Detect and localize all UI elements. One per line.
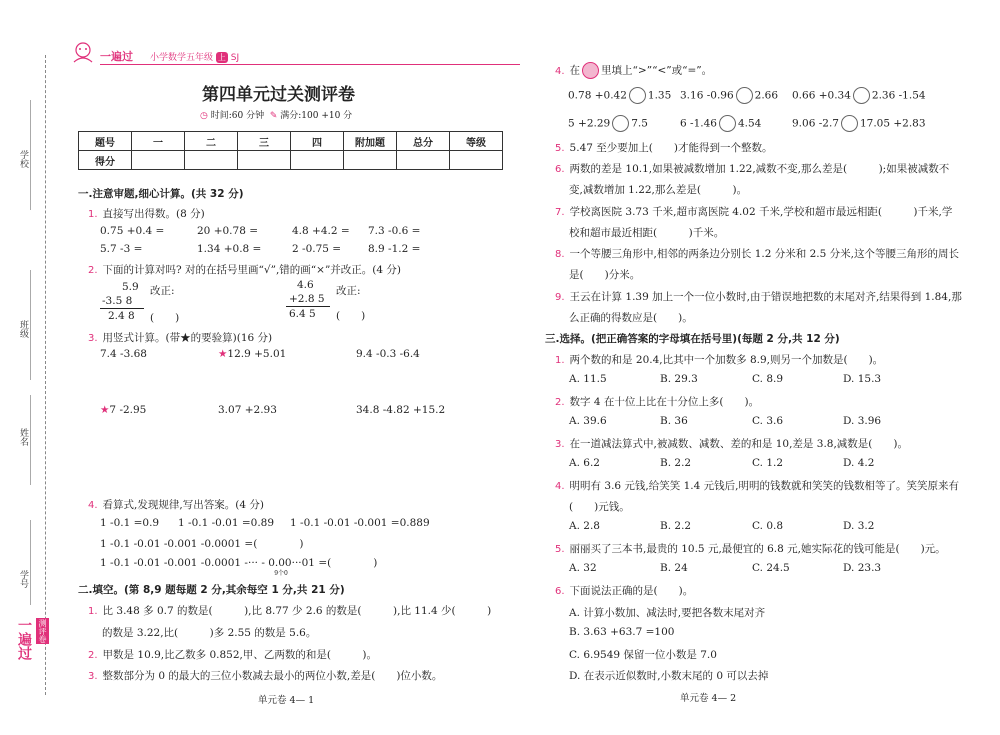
brand-logo (100, 48, 133, 64)
compare-row-1 (568, 87, 671, 104)
compare-row-2c (792, 115, 926, 132)
compare-blank[interactable] (736, 87, 753, 104)
score-cell: 等级 (450, 132, 503, 151)
choice-option[interactable]: D. 15.3 (843, 373, 882, 385)
q1-item: 7.3 -0.6 = (368, 225, 421, 237)
class-blank-line (30, 270, 31, 380)
compare-right: 2.66 (754, 89, 779, 102)
fill-9-line2: 么正确的得数应是( )。 (569, 312, 693, 324)
score-input-cell[interactable] (185, 151, 238, 170)
q2a-line2: -3.5 8 (102, 295, 133, 307)
choice-option[interactable]: B. 2.2 (660, 457, 692, 469)
fill-6-line2: 变,减数增加 1.22,那么差是( )。 (569, 184, 748, 196)
q1-item: 8.9 -1.2 = (368, 243, 421, 255)
q1-item: 4.8 +4.2 = (292, 225, 350, 237)
fill-7-line2: 校和超市最近相距( )千米。 (569, 227, 725, 239)
choice-4-text: 明明有 3.6 元钱,给笑笑 1.4 元钱后,明明的钱数就和笑笑的钱数相等了。笑笑原来有 (569, 480, 959, 492)
choice-3 (555, 436, 908, 451)
star-icon: ★ (100, 404, 110, 416)
choice-option[interactable]: D. 在表示近似数时,小数末尾的 0 可以去掉 (569, 670, 769, 682)
score-table-header-row (79, 132, 503, 151)
q1-item: 20 +0.78 = (197, 225, 259, 237)
score-cell: 总分 (397, 132, 450, 151)
choice-2-text: 数字 4 在十位上比在十分位上多( )。 (569, 396, 760, 408)
fill-7-text: 学校离医院 3.73 千米,超市离医院 4.02 千米,学校和超市最远相距( )千米,学 (569, 206, 953, 218)
fill-3-text: 整数部分为 0 的最大的三位小数减去最小的两位小数,差是( )位小数。 (102, 670, 443, 682)
q4-last-answer: =( ) (318, 557, 378, 569)
star-icon: ★ (218, 348, 228, 360)
compare-left: 5 +2.29 (568, 117, 611, 130)
q4-last-left: 1 -0.1 -0.01 -0.001 -0.0001 -··· - (100, 557, 265, 569)
choice-option[interactable]: B. 2.2 (660, 520, 692, 532)
binding-line (45, 55, 46, 695)
fill-6-line1 (555, 161, 949, 176)
fill-8-number: 8. (555, 249, 565, 260)
choice-6-number: 6. (555, 586, 565, 597)
compare-right: 17.05 +2.83 (859, 117, 926, 130)
choice-option[interactable]: A. 6.2 (569, 457, 600, 469)
fill-4-text-b: 里填上“>”“<”或“=”。 (601, 64, 713, 77)
q3-expr-starred (100, 404, 146, 416)
id-blank-line (30, 520, 31, 605)
q4-pattern: 1 -0.1 -0.01 -0.001 =0.889 (290, 517, 430, 529)
q2a-answer[interactable]: ( ) (150, 312, 180, 324)
compare-right: 4.54 (737, 117, 762, 130)
name-label: 姓名 (18, 428, 28, 446)
fill-9-text: 王云在计算 1.39 加上一个一位小数时,由于错误地把数的末尾对齐,结果得到 1.84,那 (569, 291, 962, 303)
q2-number: 2. (88, 265, 98, 276)
series-label (150, 50, 239, 63)
choice-1-number: 1. (555, 355, 565, 366)
choice-option[interactable]: C. 3.6 (752, 415, 784, 427)
score-cell: 附加题 (344, 132, 397, 151)
q4-heading (88, 497, 264, 512)
choice-2 (555, 394, 759, 409)
q1-text: 直接写出得数。(8 分) (102, 208, 205, 220)
choice-6-text: 下面说法正确的是( )。 (569, 585, 694, 597)
q1-item: 1.34 +0.8 = (197, 243, 262, 255)
q2a-line1: 5.9 (122, 281, 139, 293)
page-title: 第四单元过关测评卷 (202, 85, 355, 105)
choice-1-text: 两个数的和是 20.4,比其中一个加数多 8.9,则另一个加数是( )。 (569, 354, 884, 366)
compare-circle-icon (582, 62, 599, 79)
choice-5-text: 丽丽买了三本书,最贵的 10.5 元,最便宜的 6.8 元,她实际花的钱可能是( )元。 (569, 543, 946, 555)
q1-item: 0.75 +0.4 = (100, 225, 165, 237)
q4-text: 看算式,发现规律,写出答案。(4 分) (102, 499, 264, 511)
fill-2 (88, 647, 377, 662)
choice-option[interactable]: A. 32 (569, 562, 597, 574)
fill-2-text: 甲数是 10.9,比乙数多 0.852,甲、乙两数的和是( )。 (102, 649, 378, 661)
compare-left: 3.16 -0.96 (680, 89, 734, 102)
compare-right: 2.36 -1.54 (871, 89, 926, 102)
choice-option[interactable]: B. 24 (660, 562, 688, 574)
score-icon: ✎ (269, 111, 278, 121)
q3-expr: 12.9 +5.01 (227, 348, 287, 360)
q4-pattern: 1 -0.1 =0.9 (100, 517, 160, 529)
fill-5 (555, 140, 772, 155)
compare-blank[interactable] (841, 115, 858, 132)
q3-expr: 3.07 +2.93 (218, 404, 277, 416)
compare-blank[interactable] (719, 115, 736, 132)
fill-9-number: 9. (555, 292, 565, 303)
choice-option[interactable]: B. 29.3 (660, 373, 698, 385)
score-input-cell[interactable] (238, 151, 291, 170)
student-id-label: 学号 (18, 570, 28, 588)
exam-full-score: 满分:100 +10 分 (280, 111, 353, 121)
q2b-answer[interactable]: ( ) (336, 310, 366, 322)
score-row-label: 得分 (79, 151, 132, 170)
choice-4-number: 4. (555, 481, 565, 492)
choice-option[interactable]: B. 3.63 +63.7 =100 (569, 626, 675, 638)
term-badge: 上 (217, 53, 226, 62)
mascot-icon (70, 40, 96, 64)
fill-6-text: 两数的差是 10.1,如果被减数增加 1.22,减数不变,那么差是( );如果被减数不 (569, 163, 950, 175)
compare-row-1b (680, 87, 778, 104)
choice-option[interactable]: A. 39.6 (569, 415, 607, 427)
exam-meta (200, 108, 352, 121)
compare-blank[interactable] (853, 87, 870, 104)
fill-3-number: 3. (88, 671, 98, 682)
compare-left: 6 -1.46 (680, 117, 717, 130)
section-1-title: 一.注意审题,细心计算。(共 32 分) (78, 188, 244, 200)
choice-option[interactable]: C. 1.2 (752, 457, 784, 469)
fill-4-heading (555, 62, 712, 79)
q3-expr: 34.8 -4.82 +15.2 (356, 404, 446, 416)
choice-5-number: 5. (555, 544, 565, 555)
fill-5-text: 5.47 至少要加上( )才能得到一个整数。 (569, 142, 773, 154)
score-input-cell[interactable] (132, 151, 185, 170)
fill-7-line1 (555, 204, 952, 219)
compare-left: 0.66 +0.34 (792, 89, 851, 102)
q2-text: 下面的计算对吗? 对的在括号里画“√”,错的画“×”并改正。(4 分) (102, 264, 402, 276)
q4-last-value: 0.00···01 (268, 557, 315, 569)
class-label: 班级 (18, 320, 28, 338)
q2b-line1: 4.6 (297, 279, 314, 291)
brand-name: 一遍过 (100, 50, 133, 63)
choice-option[interactable]: C. 24.5 (752, 562, 790, 574)
score-cell: 三 (238, 132, 291, 151)
compare-row-2b (680, 115, 761, 132)
fill-8-line1 (555, 246, 959, 261)
left-page-footer: 单元卷 4— 1 (258, 695, 315, 706)
q3-expr: 7 -2.95 (109, 404, 147, 416)
fill-1-number: 1. (88, 606, 98, 617)
q2b-fix-label: 改正: (336, 285, 361, 297)
q2a-line3: 2.4 8 (108, 310, 135, 322)
q4-last-term (268, 557, 315, 577)
q1-item: 2 -0.75 = (292, 243, 342, 255)
header-rule (100, 64, 520, 65)
compare-blank[interactable] (629, 87, 646, 104)
q1-heading (88, 206, 205, 221)
fill-9-line1 (555, 289, 962, 304)
score-cell: 题号 (79, 132, 132, 151)
choice-option[interactable]: C. 6.9549 保留一位小数是 7.0 (569, 649, 717, 661)
q2a-rule (100, 308, 144, 309)
fill-3 (88, 668, 442, 683)
section-2-title: 二.填空。(第 8,9 题每题 2 分,其余每空 1 分,共 21 分) (78, 584, 345, 596)
fill-7-number: 7. (555, 207, 565, 218)
q3-expr: 9.4 -0.3 -6.4 (356, 348, 420, 360)
choice-4-line2: ( )元钱。 (569, 501, 630, 513)
fill-6-number: 6. (555, 164, 565, 175)
q4-pattern: 1 -0.1 -0.01 -0.001 -0.0001 =( ) (100, 538, 304, 550)
score-input-cell[interactable] (291, 151, 344, 170)
q1-item: 5.7 -3 = (100, 243, 143, 255)
compare-left: 9.06 -2.7 (792, 117, 839, 130)
choice-option[interactable]: A. 11.5 (569, 373, 607, 385)
right-page-footer: 单元卷 4— 2 (680, 693, 737, 704)
series-name: 小学数学五年级 (150, 53, 214, 63)
section-3-title: 三.选择。(把正确答案的字母填在括号里)(每题 2 分,共 12 分) (545, 333, 840, 345)
score-table-score-row (79, 151, 503, 170)
choice-3-text: 在一道减法算式中,被减数、减数、差的和是 10,差是 3.8,减数是( )。 (569, 438, 908, 450)
choice-1 (555, 352, 883, 367)
score-input-cell[interactable] (344, 151, 397, 170)
q3-expr-starred (218, 348, 286, 360)
q2-heading (88, 262, 401, 277)
compare-right: 7.5 (631, 117, 648, 130)
q2b-rule (286, 306, 330, 307)
fill-1-line2: 的数是 3.22,比( )多 2.55 的数是 5.6。 (102, 627, 317, 639)
q4-pattern-last (100, 555, 378, 577)
fill-4-text-a: 在 (569, 64, 581, 77)
choice-2-number: 2. (555, 397, 565, 408)
choice-option[interactable]: B. 36 (660, 415, 688, 427)
q2b-line3: 6.4 5 (289, 308, 316, 320)
choice-6 (555, 583, 693, 598)
sidebar-badge: 测评卷 (38, 619, 47, 643)
choice-option[interactable]: C. 0.8 (752, 520, 784, 532)
choice-option[interactable]: D. 4.2 (843, 457, 875, 469)
q4-number: 4. (88, 500, 98, 511)
q3-expr: 7.4 -3.68 (100, 348, 147, 360)
choice-option[interactable]: A. 2.8 (569, 520, 600, 532)
choice-5 (555, 541, 946, 556)
score-input-cell[interactable] (397, 151, 450, 170)
fill-8-text: 一个等腰三角形中,相邻的两条边分别长 1.2 分米和 2.5 分米,这个等腰三角形的周长 (569, 248, 959, 260)
compare-left: 0.78 +0.42 (568, 89, 627, 102)
fill-5-number: 5. (555, 143, 565, 154)
fill-4-number: 4. (555, 65, 565, 77)
edition-label: SJ (230, 53, 240, 63)
name-blank-line (30, 395, 31, 485)
q3-heading (88, 330, 272, 345)
q1-number: 1. (88, 209, 98, 220)
score-cell: 一 (132, 132, 185, 151)
compare-blank[interactable] (612, 115, 629, 132)
choice-3-number: 3. (555, 439, 565, 450)
q3-number: 3. (88, 333, 98, 344)
q3-text: 用竖式计算。(带★的要验算)(16 分) (102, 332, 273, 344)
choice-option[interactable]: D. 3.2 (843, 520, 875, 532)
school-blank-line (30, 100, 31, 210)
fill-2-number: 2. (88, 650, 98, 661)
score-cell: 二 (185, 132, 238, 151)
clock-icon: ◷ (200, 111, 208, 121)
compare-row-2 (568, 115, 648, 132)
compare-right: 1.35 (647, 89, 672, 102)
score-cell: 四 (291, 132, 344, 151)
compare-row-1c (792, 87, 926, 104)
choice-4-line1 (555, 478, 959, 493)
score-table (78, 131, 503, 170)
fill-8-line2: 是( )分米。 (569, 269, 641, 281)
q4-last-subscript: 9个0 (274, 570, 288, 577)
q4-pattern: 1 -0.1 -0.01 =0.89 (178, 517, 275, 529)
fill-1-text: 比 3.48 多 0.7 的数是( ),比 8.77 少 2.6 的数是( ),比 11.4 少( ) (102, 605, 492, 617)
choice-option[interactable]: D. 3.96 (843, 415, 882, 427)
q2a-fix-label: 改正: (150, 285, 175, 297)
choice-option[interactable]: A. 计算小数加、减法时,要把各数末尾对齐 (569, 607, 766, 619)
choice-option[interactable]: D. 23.3 (843, 562, 882, 574)
sidebar-logo: 一遍过 (16, 618, 32, 660)
score-input-cell[interactable] (450, 151, 503, 170)
fill-1-line1 (88, 603, 491, 618)
choice-option[interactable]: C. 8.9 (752, 373, 784, 385)
school-label: 学校 (18, 150, 28, 168)
q2b-line2: +2.8 5 (289, 293, 325, 305)
exam-time: 时间:60 分钟 (210, 111, 265, 121)
